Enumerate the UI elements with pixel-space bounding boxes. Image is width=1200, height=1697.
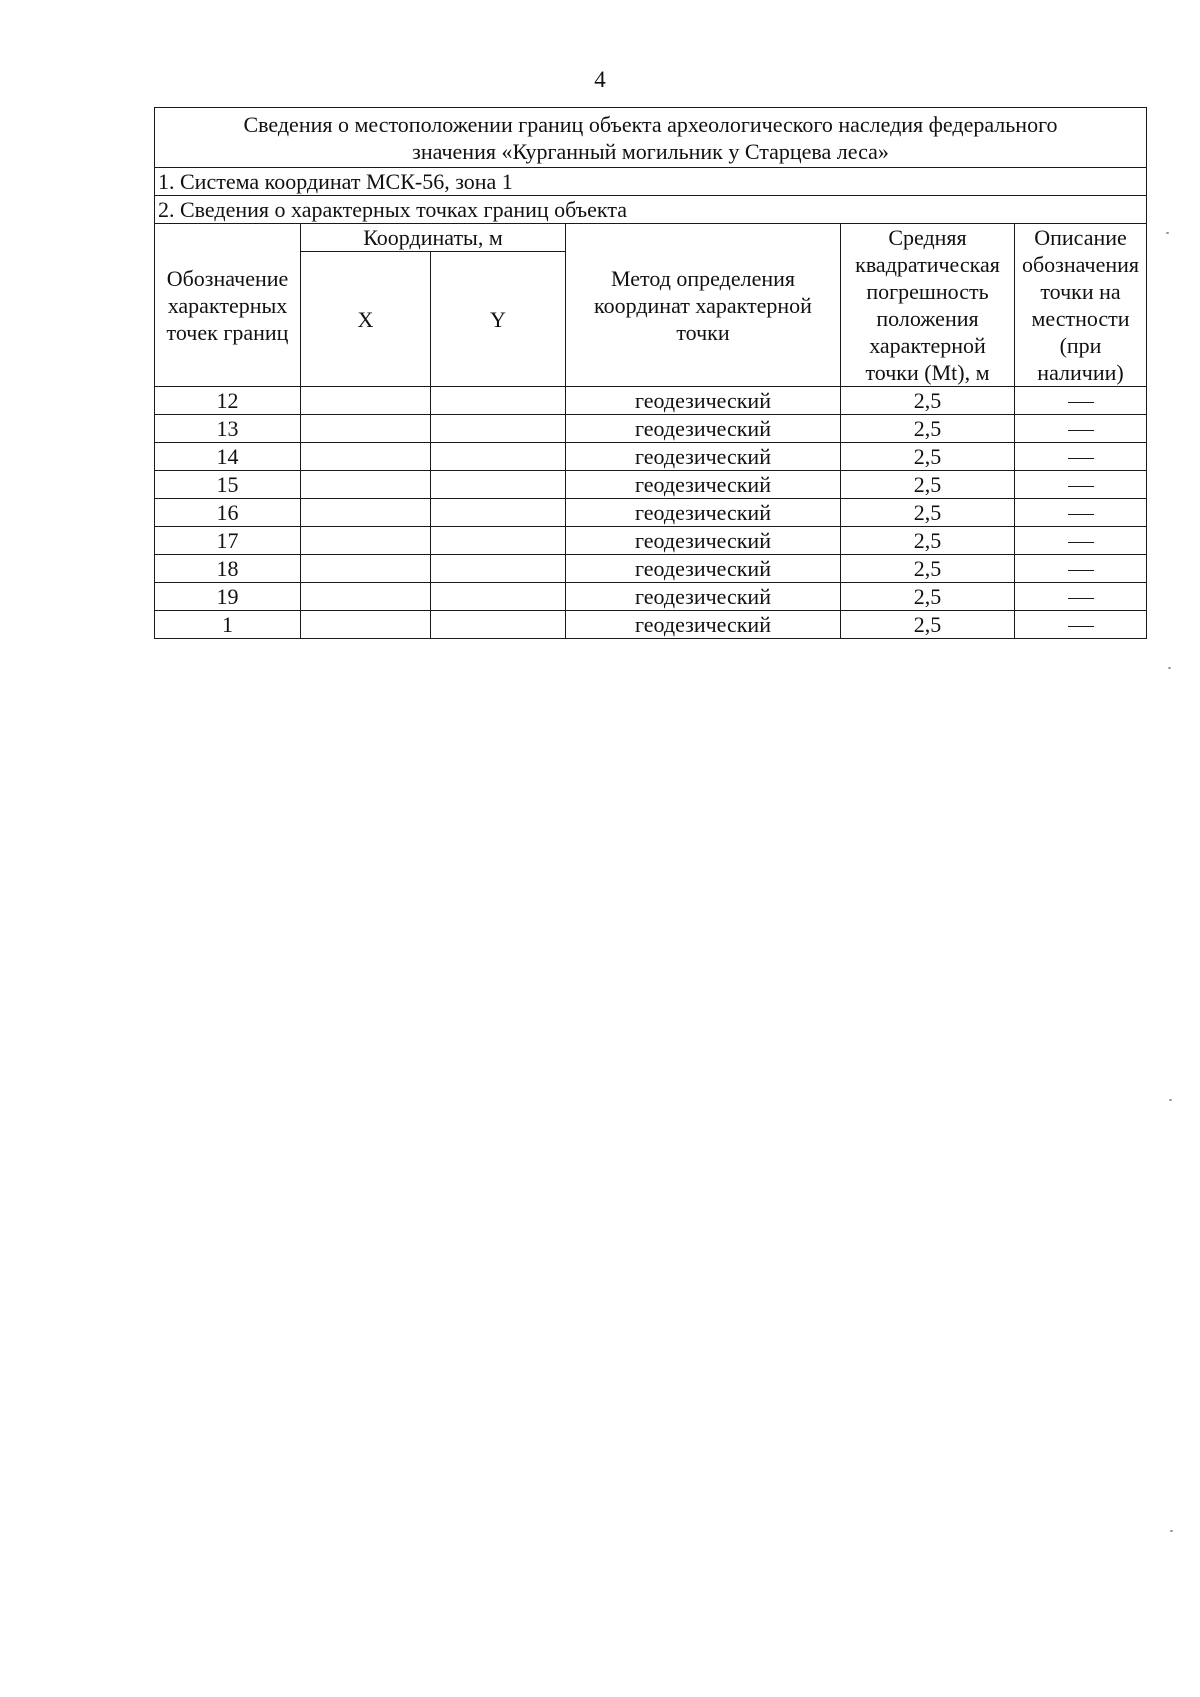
dash-mark [1068,402,1094,403]
method-cell: геодезический [566,527,841,555]
point-cell: 13 [155,415,301,443]
y-cell [431,611,566,639]
x-cell [301,415,431,443]
table-title-line-2: значения «Курганный могильник у Старцева леса» [412,138,889,164]
dash-mark [1068,598,1094,599]
point-cell: 14 [155,443,301,471]
y-cell [431,387,566,415]
points-info-label: 2. Сведения о характерных точках границ объекта [155,196,1147,224]
description-cell [1015,443,1147,471]
y-cell [431,555,566,583]
description-cell [1015,555,1147,583]
description-cell [1015,387,1147,415]
mt-cell: 2,5 [841,415,1015,443]
header-row-1 [155,224,1147,252]
point-cell: 1 [155,611,301,639]
table-row [155,443,1147,471]
table-title [155,108,1147,168]
x-cell [301,555,431,583]
method-cell: геодезический [566,499,841,527]
mt-cell: 2,5 [841,527,1015,555]
y-cell [431,415,566,443]
x-cell [301,471,431,499]
header-coordinates: Координаты, м [301,224,566,252]
dash-mark [1068,458,1094,459]
point-cell: 16 [155,499,301,527]
mt-cell: 2,5 [841,387,1015,415]
description-cell [1015,527,1147,555]
header-x: X [301,252,431,387]
scan-speck [1170,1530,1173,1532]
table-row [155,611,1147,639]
description-cell [1015,415,1147,443]
point-cell: 15 [155,471,301,499]
y-cell [431,471,566,499]
description-cell [1015,583,1147,611]
method-cell: геодезический [566,415,841,443]
scan-speck [1168,667,1171,669]
x-cell [301,387,431,415]
mt-cell: 2,5 [841,443,1015,471]
mt-cell: 2,5 [841,471,1015,499]
scan-speck [1169,1099,1172,1101]
x-cell [301,499,431,527]
dash-mark [1068,542,1094,543]
method-cell: геодезический [566,387,841,415]
method-cell: геодезический [566,611,841,639]
dash-mark [1068,570,1094,571]
coordinate-system-label: 1. Система координат МСК-56, зона 1 [155,168,1147,196]
method-cell: геодезический [566,555,841,583]
method-cell: геодезический [566,471,841,499]
page-number: 4 [594,67,606,92]
header-description: Описание обозначения точки на местности (при наличии) [1015,224,1147,387]
dash-mark [1068,514,1094,515]
point-cell: 19 [155,583,301,611]
x-cell [301,583,431,611]
description-cell [1015,499,1147,527]
mt-cell: 2,5 [841,555,1015,583]
table-title-line-1: Сведения о местоположении границ объекта археологического наследия федерального [243,111,1058,137]
x-cell [301,527,431,555]
scan-speck [1166,232,1169,234]
header-y: Y [431,252,566,387]
method-cell: геодезический [566,583,841,611]
table-row [155,583,1147,611]
point-cell: 18 [155,555,301,583]
description-cell [1015,611,1147,639]
x-cell [301,443,431,471]
x-cell [301,611,431,639]
point-cell: 12 [155,387,301,415]
y-cell [431,499,566,527]
table-row [155,555,1147,583]
table-row [155,415,1147,443]
section-2-row [155,196,1147,224]
table-row [155,387,1147,415]
mt-cell: 2,5 [841,611,1015,639]
header-method: Метод определения координат характерной точки [566,224,841,387]
section-1-row [155,168,1147,196]
dash-mark [1068,626,1094,627]
header-accuracy: Средняя квадратическая погрешность положения характерной точки (Mt), м [841,224,1015,387]
boundary-points-table [154,107,1147,639]
description-cell [1015,471,1147,499]
mt-cell: 2,5 [841,583,1015,611]
y-cell [431,527,566,555]
header-point-designation: Обозначение характерных точек границ [155,224,301,387]
y-cell [431,583,566,611]
dash-mark [1068,430,1094,431]
dash-mark [1068,486,1094,487]
mt-cell: 2,5 [841,499,1015,527]
table-row [155,527,1147,555]
method-cell: геодезический [566,443,841,471]
table-title-row [155,108,1147,168]
y-cell [431,443,566,471]
table-row [155,471,1147,499]
table-row [155,499,1147,527]
point-cell: 17 [155,527,301,555]
